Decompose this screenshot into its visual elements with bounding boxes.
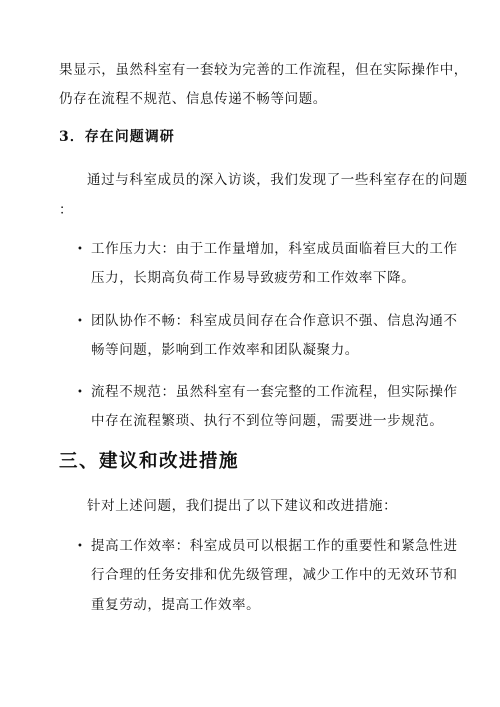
- bullet-item-line: 流程不规范：虽然科室有一套完整的工作流程，但实际操作: [91, 384, 458, 400]
- bullet-item-line: 团队协作不畅：科室成员间存在合作意识不强、信息沟通不: [91, 313, 458, 329]
- bullet-item-line: 中存在流程繁琐、执行不到位等问题，需要进一步规范。: [91, 413, 444, 429]
- paragraph-line: ：: [59, 202, 74, 218]
- bullet-marker: •: [77, 387, 83, 398]
- bullet-item-line: 畅等问题，影响到工作效率和团队凝聚力。: [91, 342, 359, 358]
- bullet-item-line: 行合理的任务安排和优先级管理，减少工作中的无效环节和: [91, 567, 458, 583]
- bullet-item-line: 重复劳动，提高工作效率。: [91, 597, 261, 613]
- bullet-item-line: 工作压力大：由于工作量增加，科室成员面临着巨大的工作: [91, 241, 458, 257]
- paragraph-line: 通过与科室成员的深入访谈，我们发现了一些科室存在的问题: [87, 172, 468, 188]
- bullet-marker: •: [77, 541, 83, 552]
- paragraph-line: 仍存在流程不规范、信息传递不畅等问题。: [59, 91, 327, 107]
- bullet-marker: •: [77, 316, 83, 327]
- bullet-marker: •: [77, 244, 83, 255]
- bullet-item-line: 压力，长期高负荷工作易导致疲劳和工作效率下降。: [91, 270, 416, 286]
- section-heading: 3．存在问题调研: [59, 129, 175, 145]
- major-section-heading: 三、建议和改进措施: [59, 451, 240, 472]
- bullet-item-line: 提高工作效率：科室成员可以根据工作的重要性和紧急性进: [91, 538, 458, 554]
- paragraph-line: 针对上述问题，我们提出了以下建议和改进措施：: [87, 498, 398, 514]
- paragraph-line: 果显示，虽然科室有一套较为完善的工作流程，但在实际操作中，: [59, 62, 468, 78]
